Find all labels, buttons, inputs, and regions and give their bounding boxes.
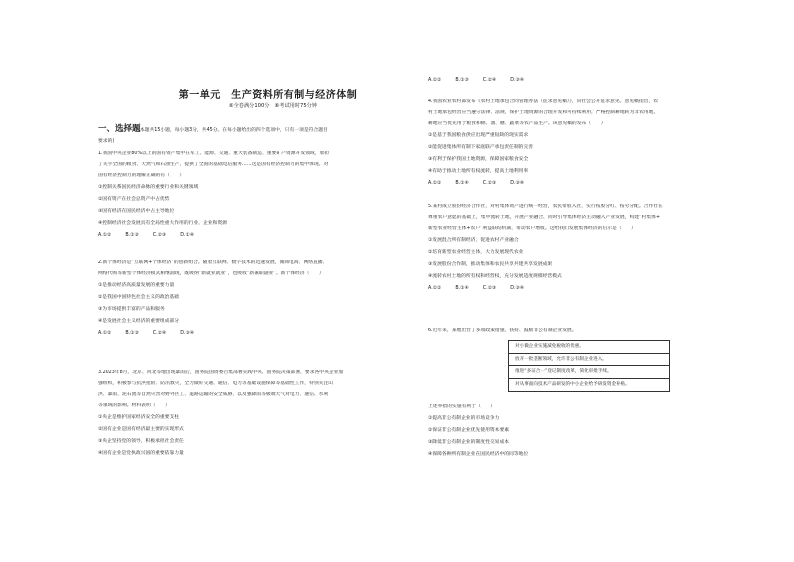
right-column (428, 0, 743, 562)
option-3: ③国有经济在国民经济中占主导地位 (98, 208, 175, 214)
option-1: ①提高非公有制企业的市场竞争力 (428, 415, 500, 421)
question-4 (428, 99, 743, 187)
answer-choices (98, 233, 413, 239)
question-text: 4.我国农业农村部发布《农村土地承包合同管理办法（征求意见稿）》，向社会公开征求意见。意见稿指出，农 (428, 99, 659, 104)
answer-d: D.③④ (510, 78, 525, 83)
policy-measure: 对小微企业实施减免税收的优惠。 (509, 341, 669, 354)
answer-b: B.①③ (125, 232, 139, 238)
question-6 (428, 328, 743, 458)
option-4: ④国有企业是党执政兴国的重要依靠力量 (98, 450, 184, 456)
answer-choices (428, 78, 743, 84)
question-text: 强组织，积极参与抗洪抢险、防汛救灾，全力做好交通、通信、电力等基础设施保障等基础性工作，特别关注山 (98, 380, 334, 386)
question-1 (98, 151, 413, 239)
option-4: ④是发展社会主义经济的重要组成部分 (98, 318, 180, 324)
option-3: ③发展股份合作制，推动集体和农民共享共建共享发展成果 (428, 261, 553, 267)
question-2 (98, 260, 413, 337)
option-4: ④保障各种所有制企业在国民经济中的同等地位 (428, 451, 529, 457)
answer-c: C.②③ (482, 285, 497, 291)
option-3: ③有利于保护我国土地资源，保障国家粮食安全 (428, 156, 529, 162)
question-text: 等领域的影响。材料表明（ ） (98, 402, 170, 408)
question-text: 耕地应当优先用于粮食和棉、油、糖、蔬菜等农产品生产。该意见稿的发布（ ） (428, 120, 606, 126)
answer-c: C.②③ (482, 180, 497, 186)
policy-measures-box (508, 340, 670, 392)
option-2: ②保证非公有制企业优先使用资本要素 (428, 427, 510, 433)
option-4: ④流转农村土地的所有权和经营权，充分发展适度规模经营模式 (428, 273, 562, 279)
section-instruction-tail: 要求的) (98, 139, 115, 144)
question-text: 3.2023年8月，北京、河北等地出现暴雨后，国务院国资委召集部署实践中央、国务院决策部署，要求各中央企业加 (98, 370, 344, 375)
answer-d: D.①④ (180, 232, 195, 238)
answer-a: A.①② (428, 285, 442, 291)
option-2: ②国有资产在社会总资产中占优势 (98, 196, 170, 202)
option-1: ①央企是维护国家经济安全的重要支柱 (98, 414, 180, 420)
answer-choices (428, 181, 743, 187)
question-text: 上述举措的实施有利于（ ） (428, 403, 496, 409)
option-1: ①是基于我国粮食供应出现严重短缺的现实需求 (428, 132, 529, 138)
answer-c: C.②④ (482, 78, 497, 83)
question-text: 了关乎全国的粮食、天然气和石油生产，提供了全国的基础电信服务……这是国有经济控制力的集中体现。对 (98, 161, 329, 167)
question-text: 洪、暴雨，泥石流等自然灾害对野外区工、道路运输的安全威胁，以及强降雨等极端天气对电力、通信、水利 (98, 391, 329, 397)
answer-a: A.①② (428, 78, 442, 83)
question-text: 国有经济控制力的理解正确的有（ ） (98, 172, 185, 178)
answer-choices (98, 331, 413, 337)
answer-a: A.①② (98, 232, 112, 238)
option-1: ①是推动经济高质量发展的重要力量 (98, 282, 175, 288)
option-2: ②能促进集体所有制下家庭联产承包责任制的完善 (428, 144, 534, 150)
option-1: ①发展混合所有制经济，促进农村产业融合 (428, 237, 519, 243)
exam-meta: ⑥全卷满分100分 ⑥考试用时75分钟 (228, 103, 318, 109)
answer-d: D.③④ (510, 285, 525, 291)
policy-measure: 对从事面向技术产品研发的中小企业给予研发资金补贴。 (515, 382, 630, 388)
question-text: 尊重农户意愿的基础上，集中流转土地，开展产业融合，同时引导集体经济主动融入产业发展，构建“村集体+ (428, 214, 660, 220)
answer-b: B.①④ (455, 285, 469, 291)
question-text: 网络代购等新型个体经济模式相继涌现，既吸纳“新就业就业”，也吸收“新兼职副业”。新个体经济（ ） (98, 270, 324, 276)
answer-choices (428, 286, 743, 292)
answer-b: B.①④ (455, 180, 469, 186)
option-2: ②国有企业是国有经济最主要的实现形式 (98, 426, 184, 432)
option-1: ①控制关系国民经济命脉的重要行业和关键领域 (98, 184, 199, 190)
question-3 (98, 370, 413, 457)
answer-b: B.①③ (125, 330, 139, 336)
option-2: ②培育新型农业经营主体，大力发展现代农业 (428, 249, 524, 255)
question-text: 村土地承包经营应当遵守法律、法规，保护土地资源的合理开发和可持续利用，严格控制耕地转为非农用地， (428, 109, 659, 115)
answer-a: A.①② (428, 180, 442, 186)
option-2: ②是我国中国特色社会主义的政治基础 (98, 294, 180, 300)
section-instruction: (本题共15小题，每小题3分，共45分。在每小题给出的四个选项中，只有一项是符合题目 (138, 128, 328, 133)
option-4: ④控制经济社会发展具有全局性重大作用的行业、企业和资源 (98, 220, 228, 226)
option-4: ④有助于推动土地所有权流转，提高土地利用率 (428, 168, 529, 174)
answer-b: B.①③ (455, 78, 469, 83)
page-title: 第一单元 生产资料所有制与经济体制 (178, 90, 358, 101)
answer-a: A.①② (98, 330, 112, 336)
answer-c: C.②③ (152, 232, 167, 238)
question-3-answers (428, 78, 743, 84)
section-title: 一、选择题 (98, 124, 141, 134)
answer-c: C.②④ (152, 330, 167, 336)
policy-measure: 推进“多证合一”登记制度改革，简化审批手续。 (509, 366, 669, 379)
question-text: 新型农业经营主体+农户”利益联结机制，带动农户增收。这给我们发展集体经济的启示是（ ） (428, 225, 636, 231)
question-text: 1.我国中央企业80%以上的国有资产集中在军工、能源、交通、重大装备制造、重要矿产资源开发领域，承担 (98, 151, 330, 156)
option-3: ③降低非公有制企业的制度性交易成本 (428, 439, 510, 445)
option-3: ③央企坚持党的领导，积极承担社会责任 (98, 438, 184, 444)
question-text: 2.新个体经济是“互联网+个体经济”的创新组合。随着互联网、数字技术的迅速发展，微商电商、网络直播、 (98, 260, 328, 265)
question-5 (428, 204, 743, 292)
option-3: ③为市场提供丰富的产品和服务 (98, 306, 165, 312)
left-column (98, 0, 413, 562)
question-text: 6.近年来，某地出台了多项政策措施，扶持、鼓励非公有制企业发展。 (428, 328, 577, 333)
answer-d: D.③④ (180, 330, 195, 336)
question-text: 5.某村成立股份经济合作社，对村集体资产进行统一经营，农民带股入社，实行按股分红、按劳分配。合作社在 (428, 204, 663, 209)
policy-measure: 放开一批垄断领域，允许非公有制企业进入。 (509, 354, 669, 367)
answer-d: D.③④ (510, 180, 525, 186)
